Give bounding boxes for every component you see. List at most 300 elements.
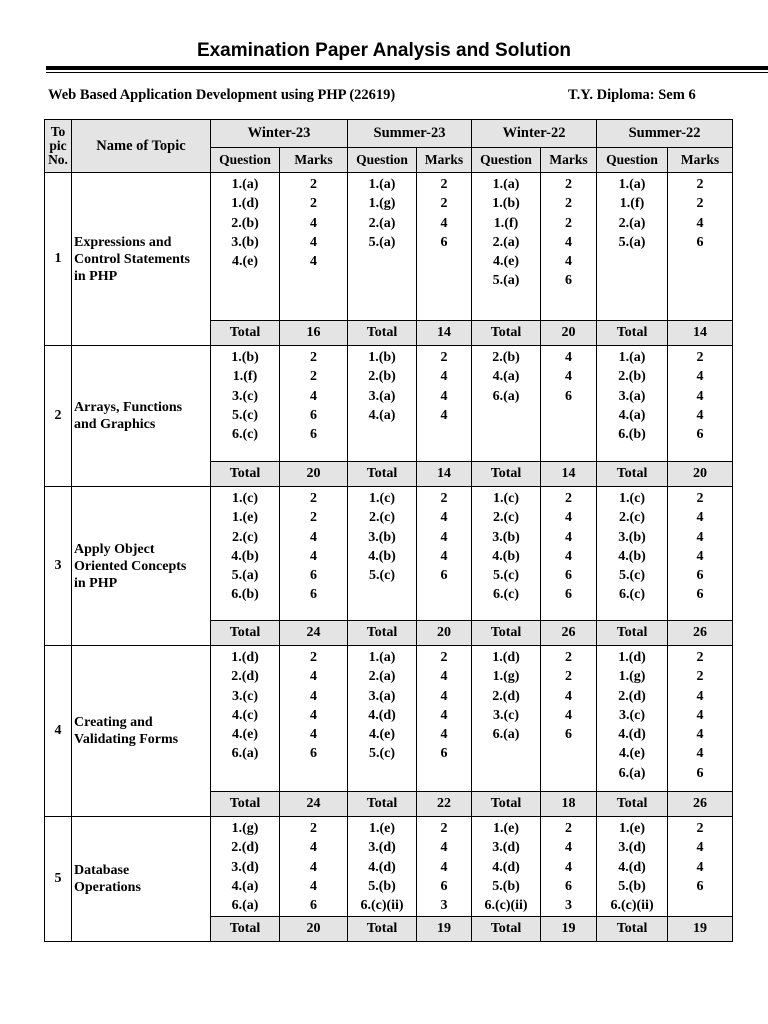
- total-label: Total: [472, 792, 541, 817]
- total-label: Total: [348, 621, 417, 646]
- question-item: 5.(c): [368, 746, 396, 762]
- marks-item: 6: [696, 568, 704, 584]
- question-list: [348, 346, 417, 462]
- marks-item: 4: [440, 369, 448, 385]
- question-item: 3.(b): [231, 234, 259, 250]
- question-item: 4.(d): [618, 727, 646, 743]
- total-value: 14: [541, 462, 597, 487]
- question-item: 2.(d): [231, 669, 259, 685]
- question-item: 1.(c): [368, 491, 396, 506]
- question-item: 5.(b): [368, 878, 396, 894]
- marks-item: 4: [565, 529, 573, 545]
- question-item: 4.(e): [231, 727, 259, 743]
- total-value: 24: [280, 621, 348, 646]
- marks-item: 6: [696, 765, 704, 781]
- question-item: 1.(e): [619, 821, 646, 836]
- total-value: 19: [668, 917, 733, 942]
- marks-item: 2: [440, 350, 448, 365]
- total-label: Total: [472, 917, 541, 942]
- question-item: 4.(c): [231, 707, 259, 723]
- question-item: 1.(e): [231, 510, 259, 526]
- question-list: [211, 817, 280, 917]
- marks-item: 6: [696, 878, 704, 894]
- question-list: [597, 646, 668, 792]
- question-item: 2.(c): [368, 510, 396, 526]
- marks-item: 4: [310, 529, 317, 545]
- marks-list: [417, 346, 472, 462]
- question-column-header: Question: [472, 148, 541, 173]
- marks-item: 2: [565, 215, 573, 231]
- marks-list: [541, 646, 597, 792]
- marks-item: 4: [565, 350, 573, 365]
- marks-item: 4: [696, 746, 704, 762]
- total-label: Total: [597, 792, 668, 817]
- question-item: 4.(d): [368, 859, 396, 875]
- question-item: 5.(c): [231, 407, 259, 423]
- question-item: 6.(c)(ii): [360, 898, 404, 914]
- topic-number: 4: [45, 646, 72, 817]
- question-item: 3.(b): [618, 529, 646, 545]
- question-item: 5.(a): [231, 568, 259, 584]
- marks-list: [668, 346, 733, 462]
- question-list: [597, 173, 668, 321]
- question-item: 1.(b): [231, 350, 259, 365]
- total-label: Total: [597, 462, 668, 487]
- question-item: 4.(b): [368, 548, 396, 564]
- marks-list: [417, 817, 472, 917]
- marks-item: 4: [440, 669, 448, 685]
- marks-item: 4: [565, 707, 573, 723]
- question-item: 4.(e): [231, 254, 259, 270]
- topic-number: 2: [45, 346, 72, 487]
- question-item: 3.(b): [368, 529, 396, 545]
- question-item: 6.(b): [618, 427, 646, 443]
- question-list: [348, 173, 417, 321]
- question-item: 3.(d): [368, 840, 396, 856]
- question-item: 4.(d): [618, 859, 646, 875]
- question-item: 6.(a): [492, 727, 520, 743]
- topic-name: [72, 487, 211, 646]
- question-item: 2.(c): [619, 510, 646, 526]
- total-value: 14: [417, 462, 472, 487]
- marks-item: 4: [696, 215, 704, 231]
- question-item: 1.(c): [493, 491, 520, 506]
- marks-item: 6: [440, 234, 448, 250]
- question-item: 1.(g): [492, 669, 520, 685]
- question-item: 3.(c): [231, 388, 259, 404]
- name-of-topic-header: Name of Topic: [72, 120, 211, 173]
- marks-item: 4: [310, 548, 317, 564]
- topic-name-line: Database: [74, 863, 130, 878]
- question-item: 6.(c)(ii): [484, 898, 528, 914]
- question-item: 5.(b): [492, 878, 520, 894]
- question-item: 4.(a): [231, 878, 259, 894]
- marks-item: 4: [565, 369, 573, 385]
- marks-item: 3: [565, 898, 573, 914]
- question-item: 2.(a): [492, 234, 520, 250]
- question-item: 2.(c): [493, 510, 520, 526]
- marks-item: 4: [696, 548, 704, 564]
- marks-list: [280, 173, 348, 321]
- total-value: 19: [417, 917, 472, 942]
- marks-item: 4: [565, 859, 573, 875]
- total-value: 18: [541, 792, 597, 817]
- marks-item: 2: [565, 650, 573, 665]
- topic-no-header-line: pic: [49, 138, 67, 153]
- marks-item: 4: [440, 529, 448, 545]
- total-value: 20: [280, 462, 348, 487]
- question-list: [348, 487, 417, 621]
- marks-item: 4: [440, 688, 448, 704]
- question-list: [472, 173, 541, 321]
- marks-list: [417, 173, 472, 321]
- question-item: 1.(f): [619, 196, 645, 212]
- marks-item: 4: [440, 548, 448, 564]
- question-item: 5.(a): [618, 234, 646, 250]
- marks-item: 6: [440, 746, 448, 762]
- marks-list: [417, 487, 472, 621]
- question-item: 1.(g): [618, 669, 646, 685]
- question-item: 2.(b): [368, 369, 396, 385]
- marks-item: 6: [310, 568, 317, 584]
- question-item: 4.(d): [368, 707, 396, 723]
- marks-item: 4: [696, 688, 704, 704]
- topic-number: 5: [45, 817, 72, 942]
- total-value: 26: [668, 792, 733, 817]
- question-list: [211, 487, 280, 621]
- marks-item: 4: [696, 510, 704, 526]
- season-header: Summer-22: [597, 120, 733, 148]
- marks-list: [668, 487, 733, 621]
- total-label: Total: [348, 792, 417, 817]
- marks-item: 4: [310, 388, 317, 404]
- marks-item: 2: [310, 177, 317, 192]
- marks-list: [668, 646, 733, 792]
- question-item: 1.(d): [231, 196, 259, 212]
- marks-item: 4: [565, 510, 573, 526]
- question-item: 4.(d): [492, 859, 520, 875]
- total-label: Total: [348, 321, 417, 346]
- marks-item: 2: [565, 196, 573, 212]
- question-list: [472, 487, 541, 621]
- question-item: 1.(b): [368, 350, 396, 365]
- total-value: 22: [417, 792, 472, 817]
- season-header: Summer-23: [348, 120, 472, 148]
- question-item: 1.(a): [368, 177, 396, 192]
- marks-item: 4: [696, 707, 704, 723]
- marks-item: 2: [696, 821, 704, 836]
- marks-item: 4: [565, 234, 573, 250]
- marks-list: [541, 817, 597, 917]
- question-item: 1.(e): [493, 821, 520, 836]
- question-item: 6.(a): [618, 765, 646, 781]
- total-label: Total: [597, 621, 668, 646]
- question-list: [472, 346, 541, 462]
- marks-item: 6: [565, 568, 573, 584]
- title-rule-thin: [46, 72, 768, 73]
- question-item: 3.(a): [368, 388, 396, 404]
- question-item: 2.(d): [618, 688, 646, 704]
- topic-name-line: Creating and: [74, 715, 153, 730]
- marks-list: [541, 173, 597, 321]
- topic-name-line: Apply Object: [74, 541, 155, 557]
- marks-item: 4: [310, 878, 317, 894]
- topic-no-header: [45, 120, 72, 173]
- marks-item: 4: [310, 707, 317, 723]
- question-item: 2.(a): [368, 215, 396, 231]
- topic-name-line: in PHP: [74, 575, 118, 591]
- total-value: 20: [541, 321, 597, 346]
- total-value: 20: [417, 621, 472, 646]
- topic-row: [45, 646, 733, 792]
- question-list: [472, 817, 541, 917]
- marks-item: 4: [440, 510, 448, 526]
- total-label: Total: [211, 321, 280, 346]
- header-row-seasons: [45, 120, 733, 148]
- marks-item: 2: [440, 821, 448, 836]
- season-header: Winter-22: [472, 120, 597, 148]
- topic-row: [45, 346, 733, 462]
- total-value: 24: [280, 792, 348, 817]
- question-item: 2.(b): [618, 369, 646, 385]
- topic-name: [72, 173, 211, 346]
- question-item: 3.(c): [231, 688, 259, 704]
- total-label: Total: [597, 321, 668, 346]
- topic-name: [72, 646, 211, 817]
- question-item: 1.(g): [368, 196, 396, 212]
- marks-item: 2: [565, 669, 573, 685]
- topic-name-line: Operations: [74, 880, 141, 895]
- question-item: 1.(a): [618, 177, 646, 192]
- marks-item: 4: [310, 727, 317, 743]
- marks-list: [668, 173, 733, 321]
- marks-list: [668, 817, 733, 917]
- question-item: 4.(e): [368, 727, 396, 743]
- question-item: 1.(a): [231, 177, 259, 192]
- question-item: 6.(c): [231, 427, 259, 443]
- marks-item: 4: [310, 234, 317, 250]
- marks-item: 6: [310, 587, 317, 603]
- marks-item: 2: [440, 177, 448, 192]
- topic-name-line: Oriented Concepts: [74, 558, 187, 574]
- question-item: 6.(c): [619, 587, 646, 603]
- season-header: Winter-23: [211, 120, 348, 148]
- question-item: 1.(a): [492, 177, 520, 192]
- marks-item: 4: [310, 254, 317, 270]
- semester-label: T.Y. Diploma: Sem 6: [568, 87, 696, 103]
- question-item: 3.(c): [493, 707, 520, 723]
- marks-item: 4: [696, 388, 704, 404]
- total-label: Total: [597, 917, 668, 942]
- marks-item: 4: [696, 407, 704, 423]
- marks-item: 4: [440, 388, 448, 404]
- question-item: 4.(a): [368, 407, 396, 423]
- marks-item: 6: [565, 587, 573, 603]
- question-item: 1.(b): [492, 196, 520, 212]
- question-item: 1.(g): [231, 821, 259, 836]
- question-item: 3.(c): [619, 707, 646, 723]
- question-item: 6.(c): [493, 587, 520, 603]
- question-item: 2.(c): [231, 529, 259, 545]
- total-label: Total: [211, 621, 280, 646]
- marks-item: 2: [565, 821, 573, 836]
- marks-item: 6: [310, 407, 317, 423]
- question-item: 4.(b): [618, 548, 646, 564]
- marks-list: [280, 487, 348, 621]
- question-list: [211, 173, 280, 321]
- question-list: [211, 646, 280, 792]
- question-item: 6.(c)(ii): [610, 898, 654, 914]
- marks-list: [417, 646, 472, 792]
- total-label: Total: [472, 621, 541, 646]
- marks-item: 2: [696, 650, 704, 665]
- marks-item: 2: [310, 491, 317, 506]
- question-list: [597, 346, 668, 462]
- question-item: 3.(d): [231, 859, 259, 875]
- question-item: 1.(d): [618, 650, 646, 665]
- question-item: 3.(a): [618, 388, 646, 404]
- marks-item: 6: [310, 427, 317, 443]
- marks-item: 2: [440, 650, 448, 665]
- marks-item: 6: [310, 898, 317, 914]
- marks-item: 4: [696, 529, 704, 545]
- question-item: 5.(a): [368, 234, 396, 250]
- topic-name-line: Expressions and: [74, 234, 172, 250]
- total-value: 20: [668, 462, 733, 487]
- question-list: [348, 817, 417, 917]
- topic-row: [45, 817, 733, 917]
- question-item: 2.(d): [492, 688, 520, 704]
- marks-item: 4: [565, 840, 573, 856]
- total-label: Total: [211, 462, 280, 487]
- topic-no-header-line: To: [50, 124, 66, 139]
- marks-item: 4: [696, 369, 704, 385]
- document-title: Examination Paper Analysis and Solution: [196, 40, 572, 61]
- question-item: 2.(b): [492, 350, 520, 365]
- question-item: 5.(b): [618, 878, 646, 894]
- marks-item: 6: [440, 878, 448, 894]
- question-item: 5.(c): [493, 568, 520, 584]
- marks-item: 2: [565, 177, 573, 192]
- marks-column-header: Marks: [541, 148, 597, 173]
- question-list: [597, 817, 668, 917]
- question-item: 5.(c): [619, 568, 646, 584]
- question-item: 6.(a): [231, 746, 259, 762]
- topic-name: [72, 346, 211, 487]
- question-item: 2.(a): [368, 669, 396, 685]
- question-item: 3.(b): [492, 529, 520, 545]
- marks-item: 2: [440, 196, 448, 212]
- marks-item: 2: [696, 350, 704, 365]
- marks-item: 6: [565, 273, 573, 289]
- total-label: Total: [211, 917, 280, 942]
- marks-item: 4: [696, 840, 704, 856]
- question-item: 6.(b): [231, 587, 259, 603]
- marks-item: 4: [565, 548, 573, 564]
- question-item: 1.(a): [368, 650, 396, 665]
- marks-item: 4: [310, 688, 317, 704]
- marks-item: 4: [310, 215, 317, 231]
- total-label: Total: [348, 917, 417, 942]
- question-item: 4.(b): [231, 548, 259, 564]
- marks-item: 2: [696, 177, 704, 192]
- marks-item: 2: [565, 491, 573, 506]
- topic-number: 1: [45, 173, 72, 346]
- marks-item: 2: [310, 650, 317, 665]
- question-item: 1.(f): [493, 215, 519, 231]
- question-item: 5.(a): [492, 273, 520, 289]
- total-value: 19: [541, 917, 597, 942]
- marks-item: 6: [310, 746, 317, 762]
- total-label: Total: [472, 462, 541, 487]
- question-column-header: Question: [348, 148, 417, 173]
- table-body: [45, 120, 733, 942]
- question-item: 1.(c): [231, 491, 259, 506]
- question-item: 3.(d): [618, 840, 646, 856]
- question-item: 4.(a): [618, 407, 646, 423]
- marks-item: 4: [440, 859, 448, 875]
- total-value: 20: [280, 917, 348, 942]
- marks-item: 6: [565, 727, 573, 743]
- marks-item: 2: [310, 196, 317, 212]
- topic-no-header-line: No.: [48, 152, 68, 167]
- question-list: [472, 646, 541, 792]
- total-value: 26: [668, 621, 733, 646]
- topic-name-line: in PHP: [74, 268, 118, 284]
- total-value: 14: [668, 321, 733, 346]
- marks-column-header: Marks: [668, 148, 733, 173]
- marks-item: 4: [440, 840, 448, 856]
- marks-item: 2: [696, 196, 704, 212]
- marks-item: 4: [310, 669, 317, 685]
- marks-item: 2: [310, 510, 317, 526]
- total-label: Total: [472, 321, 541, 346]
- topic-row: [45, 173, 733, 321]
- marks-list: [280, 646, 348, 792]
- question-item: 1.(e): [368, 821, 396, 836]
- marks-item: 6: [696, 427, 704, 443]
- question-column-header: Question: [597, 148, 668, 173]
- marks-item: 4: [440, 707, 448, 723]
- question-item: 4.(b): [492, 548, 520, 564]
- marks-list: [280, 817, 348, 917]
- question-item: 6.(a): [231, 898, 259, 914]
- question-item: 1.(d): [492, 650, 520, 665]
- marks-item: 4: [310, 859, 317, 875]
- marks-item: 4: [440, 727, 448, 743]
- total-label: Total: [211, 792, 280, 817]
- marks-item: 2: [696, 491, 704, 506]
- topic-name-line: and Graphics: [74, 417, 156, 432]
- question-item: 4.(e): [619, 746, 646, 762]
- marks-item: 2: [310, 350, 317, 365]
- marks-item: 2: [440, 491, 448, 506]
- marks-column-header: Marks: [280, 148, 348, 173]
- marks-item: 2: [310, 369, 317, 385]
- analysis-table: [44, 119, 733, 942]
- marks-item: 2: [310, 821, 317, 836]
- topic-name: [72, 817, 211, 942]
- marks-item: 6: [565, 878, 573, 894]
- marks-item: 4: [696, 859, 704, 875]
- marks-item: 4: [440, 215, 448, 231]
- question-item: 3.(d): [492, 840, 520, 856]
- marks-item: 2: [696, 669, 704, 685]
- question-list: [597, 487, 668, 621]
- marks-item: 6: [696, 587, 704, 603]
- topic-name-line: Validating Forms: [74, 732, 179, 747]
- total-value: 16: [280, 321, 348, 346]
